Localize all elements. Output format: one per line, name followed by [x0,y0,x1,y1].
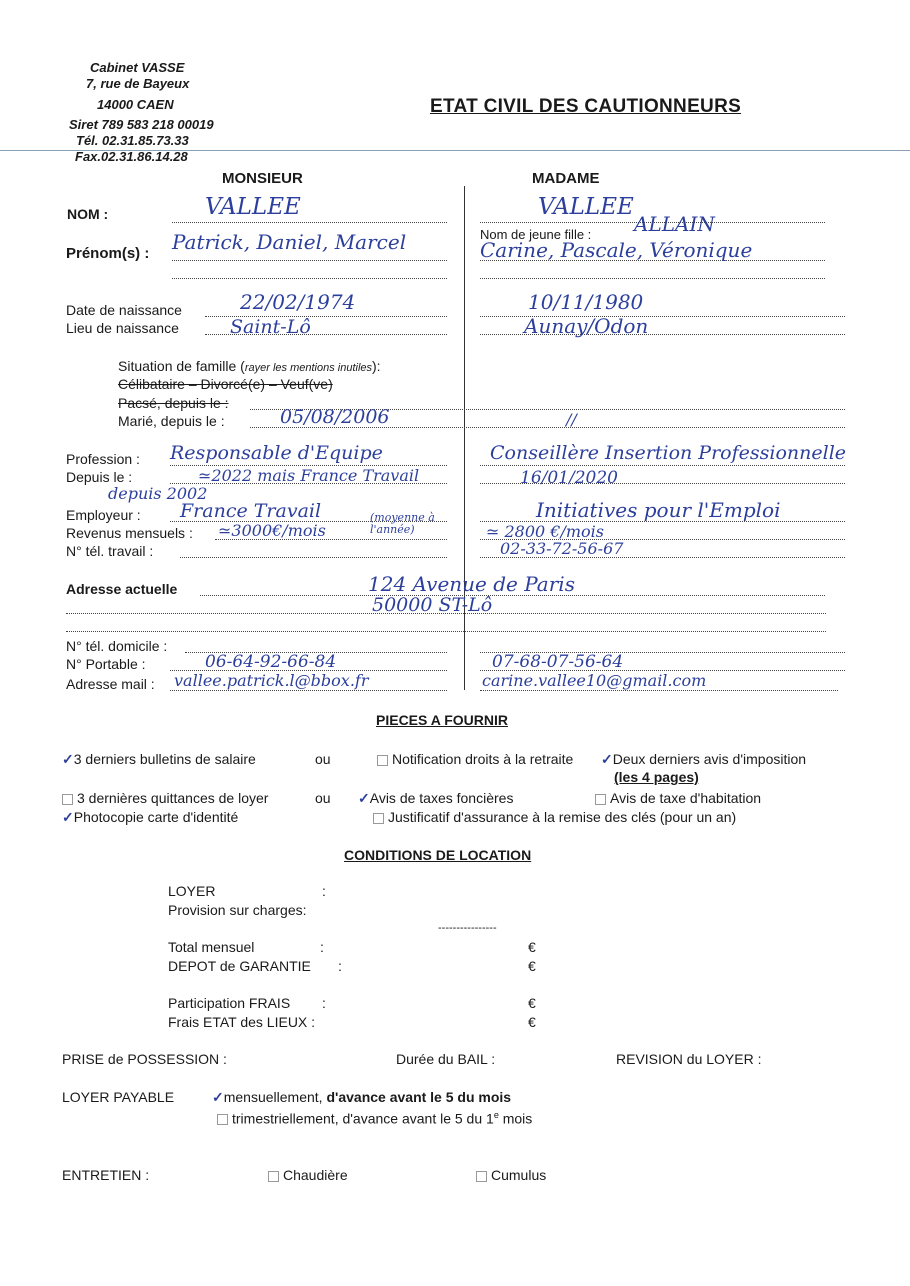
adresse-ligne2: 50000 ST-Lô [372,594,493,616]
payable-mensuel [212,1089,511,1106]
total-separator: ---------------- [438,922,497,934]
situation-end: ): [372,358,381,374]
prenom-label: Prénom(s) : [66,245,150,262]
checkbox-icon [377,755,388,766]
depuis-monsieur-value-2: depuis 2002 [108,484,208,503]
nom-madame-value: VALLEE [538,194,634,220]
mail-label: Adresse mail : [66,676,155,692]
situation-text: Situation de famille ( [118,358,245,374]
piece-notification [377,751,573,767]
piece-quittances-label: 3 dernières quittances de loyer [77,790,269,806]
mail-madame-field [480,690,838,691]
frais-etat-euro: € [528,1014,536,1030]
participation-colon: : [322,995,326,1011]
piece-assurance [373,809,736,825]
adresse-actuelle-label: Adresse actuelle [66,581,178,597]
cabinet-siret: Siret 789 583 218 00019 [69,117,214,132]
depot-euro: € [528,958,536,974]
entretien-label: ENTRETIEN : [62,1167,150,1183]
depuis-madame-value: 16/01/2020 [520,468,618,488]
nom-monsieur-field [172,222,447,223]
mail-monsieur-field [170,690,447,691]
revenus-madame-value: ≃ 2800 €/mois [486,522,604,541]
piece-bulletins [62,751,256,768]
piece-carte-identite [62,809,238,826]
cabinet-name: Cabinet VASSE [90,60,185,75]
piece-bulletins-label: 3 derniers bulletins de salaire [73,751,256,767]
total-colon: : [320,939,324,955]
pacse-option: Pacsé, depuis le : [118,395,229,411]
portable-label: N° Portable : [66,656,146,672]
date-naissance-label: Date de naissance [66,302,182,318]
lieu-naissance-madame-value: Aunay/Odon [524,314,649,338]
mail-madame-value: carine.vallee10@gmail.com [482,671,707,690]
ou-2: ou [315,790,331,806]
piece-assurance-label: Justificatif d'assurance à la remise des clés (pour un an) [388,809,737,825]
frais-etat-label: Frais ETAT des LIEUX : [168,1014,316,1030]
entretien-cumulus-label: Cumulus [491,1167,547,1183]
depot-colon: : [338,958,342,974]
tel-travail-madame-value: 02-33-72-56-67 [500,539,624,558]
prenom-madame-value: Carine, Pascale, Véronique [480,238,753,262]
total-euro: € [528,939,536,955]
revision-loyer-label: REVISION du LOYER : [616,1051,762,1067]
payable-mensuel-bold: d'avance avant le 5 du mois [326,1089,512,1105]
loyer-colon: : [322,883,326,899]
loyer-label: LOYER [168,883,216,899]
payable-mensuel-label: mensuellement, [223,1089,327,1105]
participation-label: Participation FRAIS [168,995,291,1011]
prenom-monsieur-value: Patrick, Daniel, Marcel [172,230,407,254]
page-title: ETAT CIVIL DES CAUTIONNEURS [430,96,742,117]
employeur-label: Employeur : [66,507,141,523]
revenus-monsieur-value: ≃3000€/mois [218,521,326,540]
nom-jeune-fille-label: Nom de jeune fille : [480,227,592,242]
tel-domicile-label: N° tél. domicile : [66,638,168,654]
nom-label: NOM : [67,206,109,222]
depuis-label: Depuis le : [66,469,133,485]
lieu-naissance-label: Lieu de naissance [66,320,179,336]
lieu-naissance-monsieur-value: Saint-Lô [230,316,311,338]
total-label: Total mensuel [168,939,255,955]
provision-label: Provision sur charges: [168,902,307,918]
payable-trimestriel [217,1110,532,1127]
piece-taxes-foncieres [358,790,513,807]
portable-monsieur-value: 06-64-92-66-84 [205,652,337,672]
entretien-chaudiere [268,1167,348,1183]
prenom-monsieur-field-2 [172,278,447,279]
piece-taxe-habitation [595,790,761,806]
depuis-monsieur-value: ≃2022 mais France Travail [198,466,420,485]
entretien-cumulus [476,1167,546,1183]
cabinet-city: 14000 CAEN [97,97,174,112]
pieces-title: PIECES A FOURNIR [376,712,508,728]
profession-label: Profession : [66,451,140,467]
prise-possession-label: PRISE de POSSESSION : [62,1051,227,1067]
payable-trimestriel-sup: e [493,1110,499,1120]
piece-avis-imposition-label: Deux derniers avis d'imposition [612,751,807,767]
column-madame: MADAME [532,170,600,187]
checked-icon: ✓ [358,790,370,806]
celibataire-option: Célibataire – Divorcé(e) – Veuf(ve) [118,376,333,392]
profession-madame-field [480,465,845,466]
piece-notification-label: Notification droits à la retraite [392,751,574,767]
tel-travail-monsieur-field [180,557,447,558]
ou-1: ou [315,751,331,767]
conditions-title: CONDITIONS DE LOCATION [344,847,532,863]
cabinet-fax: Fax.02.31.86.14.28 [75,149,188,164]
piece-taxe-habitation-label: Avis de taxe d'habitation [610,790,762,806]
tel-travail-label: N° tél. travail : [66,543,154,559]
nom-monsieur-value: VALLEE [205,194,301,220]
piece-quittances [62,790,268,806]
employeur-madame-value: Initiatives pour l'Emploi [536,498,781,522]
prenom-madame-field-2 [480,278,825,279]
duree-bail-label: Durée du BAIL : [396,1051,496,1067]
checkbox-icon [476,1171,487,1182]
checked-icon: ✓ [601,751,613,767]
piece-avis-imposition [601,751,806,768]
checkbox-icon [217,1114,228,1125]
entretien-chaudiere-label: Chaudière [283,1167,348,1183]
les-4-pages: (les 4 pages) [614,769,699,785]
checked-icon: ✓ [62,751,74,767]
date-naissance-madame-value: 10/11/1980 [528,290,644,314]
profession-madame-value: Conseillère Insertion Professionnelle [490,442,847,464]
marie-madame-value: // [566,410,577,429]
adresse-field-3 [66,631,826,632]
payable-trimestriel-label: trimestriellement, d'avance avant le 5 du 1 [232,1110,494,1127]
header-divider [0,150,910,151]
payable-trimestriel-end: mois [498,1110,533,1127]
depot-label: DEPOT de GARANTIE [168,958,311,974]
checked-icon: ✓ [212,1089,224,1105]
marie-label: Marié, depuis le : [118,413,225,429]
checked-icon: ✓ [62,809,74,825]
employeur-monsieur-value: France Travail [180,500,322,522]
piece-taxes-foncieres-label: Avis de taxes foncières [369,790,514,806]
checkbox-icon [62,794,73,805]
situation-label [118,358,381,374]
revenus-monsieur-note: (moyenne à l'année) [370,511,435,536]
cabinet-street: 7, rue de Bayeux [86,76,190,91]
piece-carte-identite-label: Photocopie carte d'identité [73,809,239,825]
mail-monsieur-value: vallee.patrick.l@bbox.fr [174,671,369,690]
adresse-ligne1: 124 Avenue de Paris [368,572,575,596]
checkbox-icon [373,813,384,824]
profession-monsieur-value: Responsable d'Equipe [170,442,383,464]
revenus-label: Revenus mensuels : [66,525,193,541]
column-monsieur: MONSIEUR [222,170,303,187]
loyer-payable-label: LOYER PAYABLE [62,1089,175,1105]
situation-note: rayer les mentions inutiles [244,362,373,374]
nom-jeune-fille-value: ALLAIN [634,212,715,236]
marie-monsieur-value: 05/08/2006 [280,406,390,428]
prenom-monsieur-field [172,260,447,261]
checkbox-icon [268,1171,279,1182]
participation-euro: € [528,995,536,1011]
cabinet-tel: Tél. 02.31.85.73.33 [76,133,189,148]
portable-madame-value: 07-68-07-56-64 [492,652,624,672]
date-naissance-monsieur-value: 22/02/1974 [240,290,356,314]
checkbox-icon [595,794,606,805]
